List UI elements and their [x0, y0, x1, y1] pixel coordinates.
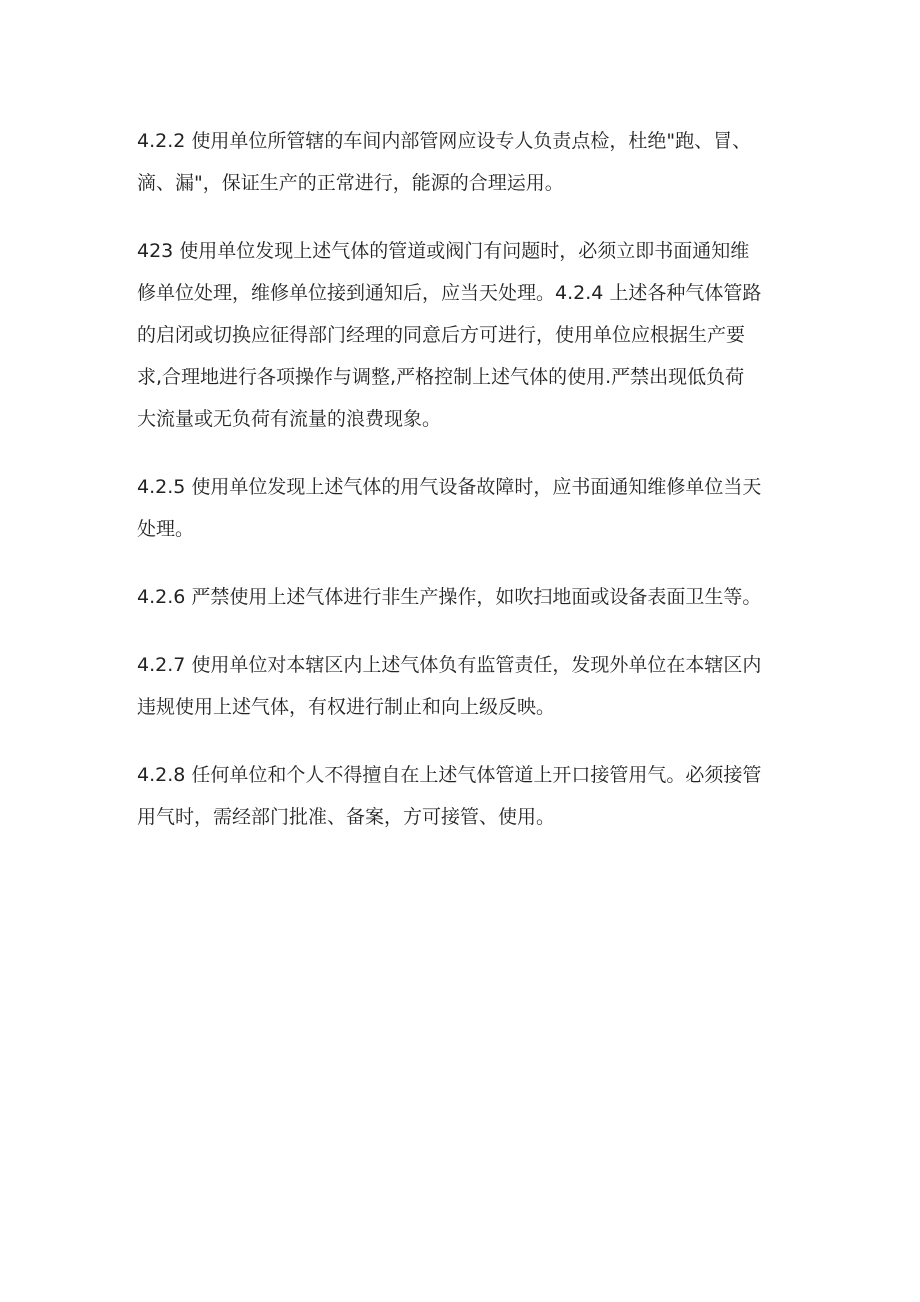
document-body [137, 120, 797, 864]
paragraph-line: 用气时，需经部门批准、备案，方可接管、使用。 [137, 806, 556, 828]
paragraph-line: 423 使用单位发现上述气体的管道或阀门有问题时，必须立即书面通知维 [137, 240, 750, 262]
paragraph-4-2-8 [137, 754, 797, 838]
paragraph-4-2-6 [137, 576, 797, 618]
paragraph-line: 大流量或无负荷有流量的浪费现象。 [137, 408, 442, 430]
paragraph-4-2-7 [137, 644, 797, 728]
paragraph-line: 违规使用上述气体，有权进行制止和向上级反映。 [137, 696, 556, 718]
paragraph-line: 4.2.5 使用单位发现上述气体的用气设备故障时，应书面通知维修单位当天 [137, 476, 762, 498]
paragraph-line: 4.2.7 使用单位对本辖区内上述气体负有监管责任，发现外单位在本辖区内 [137, 654, 762, 676]
paragraph-line: 4.2.6 严禁使用上述气体进行非生产操作，如吹扫地面或设备表面卫生等。 [137, 586, 762, 608]
paragraph-line: 处理。 [137, 518, 195, 540]
paragraph-4-2-2 [137, 120, 797, 204]
paragraph-line: 4.2.2 使用单位所管辖的车间内部管网应设专人负责点检，杜绝"跑、冒、 [137, 130, 752, 152]
paragraph-line: 4.2.8 任何单位和个人不得擅自在上述气体管道上开口接管用气。必须接管 [137, 764, 762, 786]
paragraph-line: 修单位处理，维修单位接到通知后，应当天处理。4.2.4 上述各种气体管路 [137, 282, 762, 304]
paragraph-4-2-3 [137, 230, 797, 440]
paragraph-line: 求,合理地进行各项操作与调整,严格控制上述气体的使用.严禁出现低负荷 [137, 366, 745, 388]
paragraph-line: 滴、漏"，保证生产的正常进行，能源的合理运用。 [137, 172, 564, 194]
paragraph-line: 的启闭或切换应征得部门经理的同意后方可进行，使用单位应根据生产要 [137, 324, 746, 346]
paragraph-4-2-5 [137, 466, 797, 550]
